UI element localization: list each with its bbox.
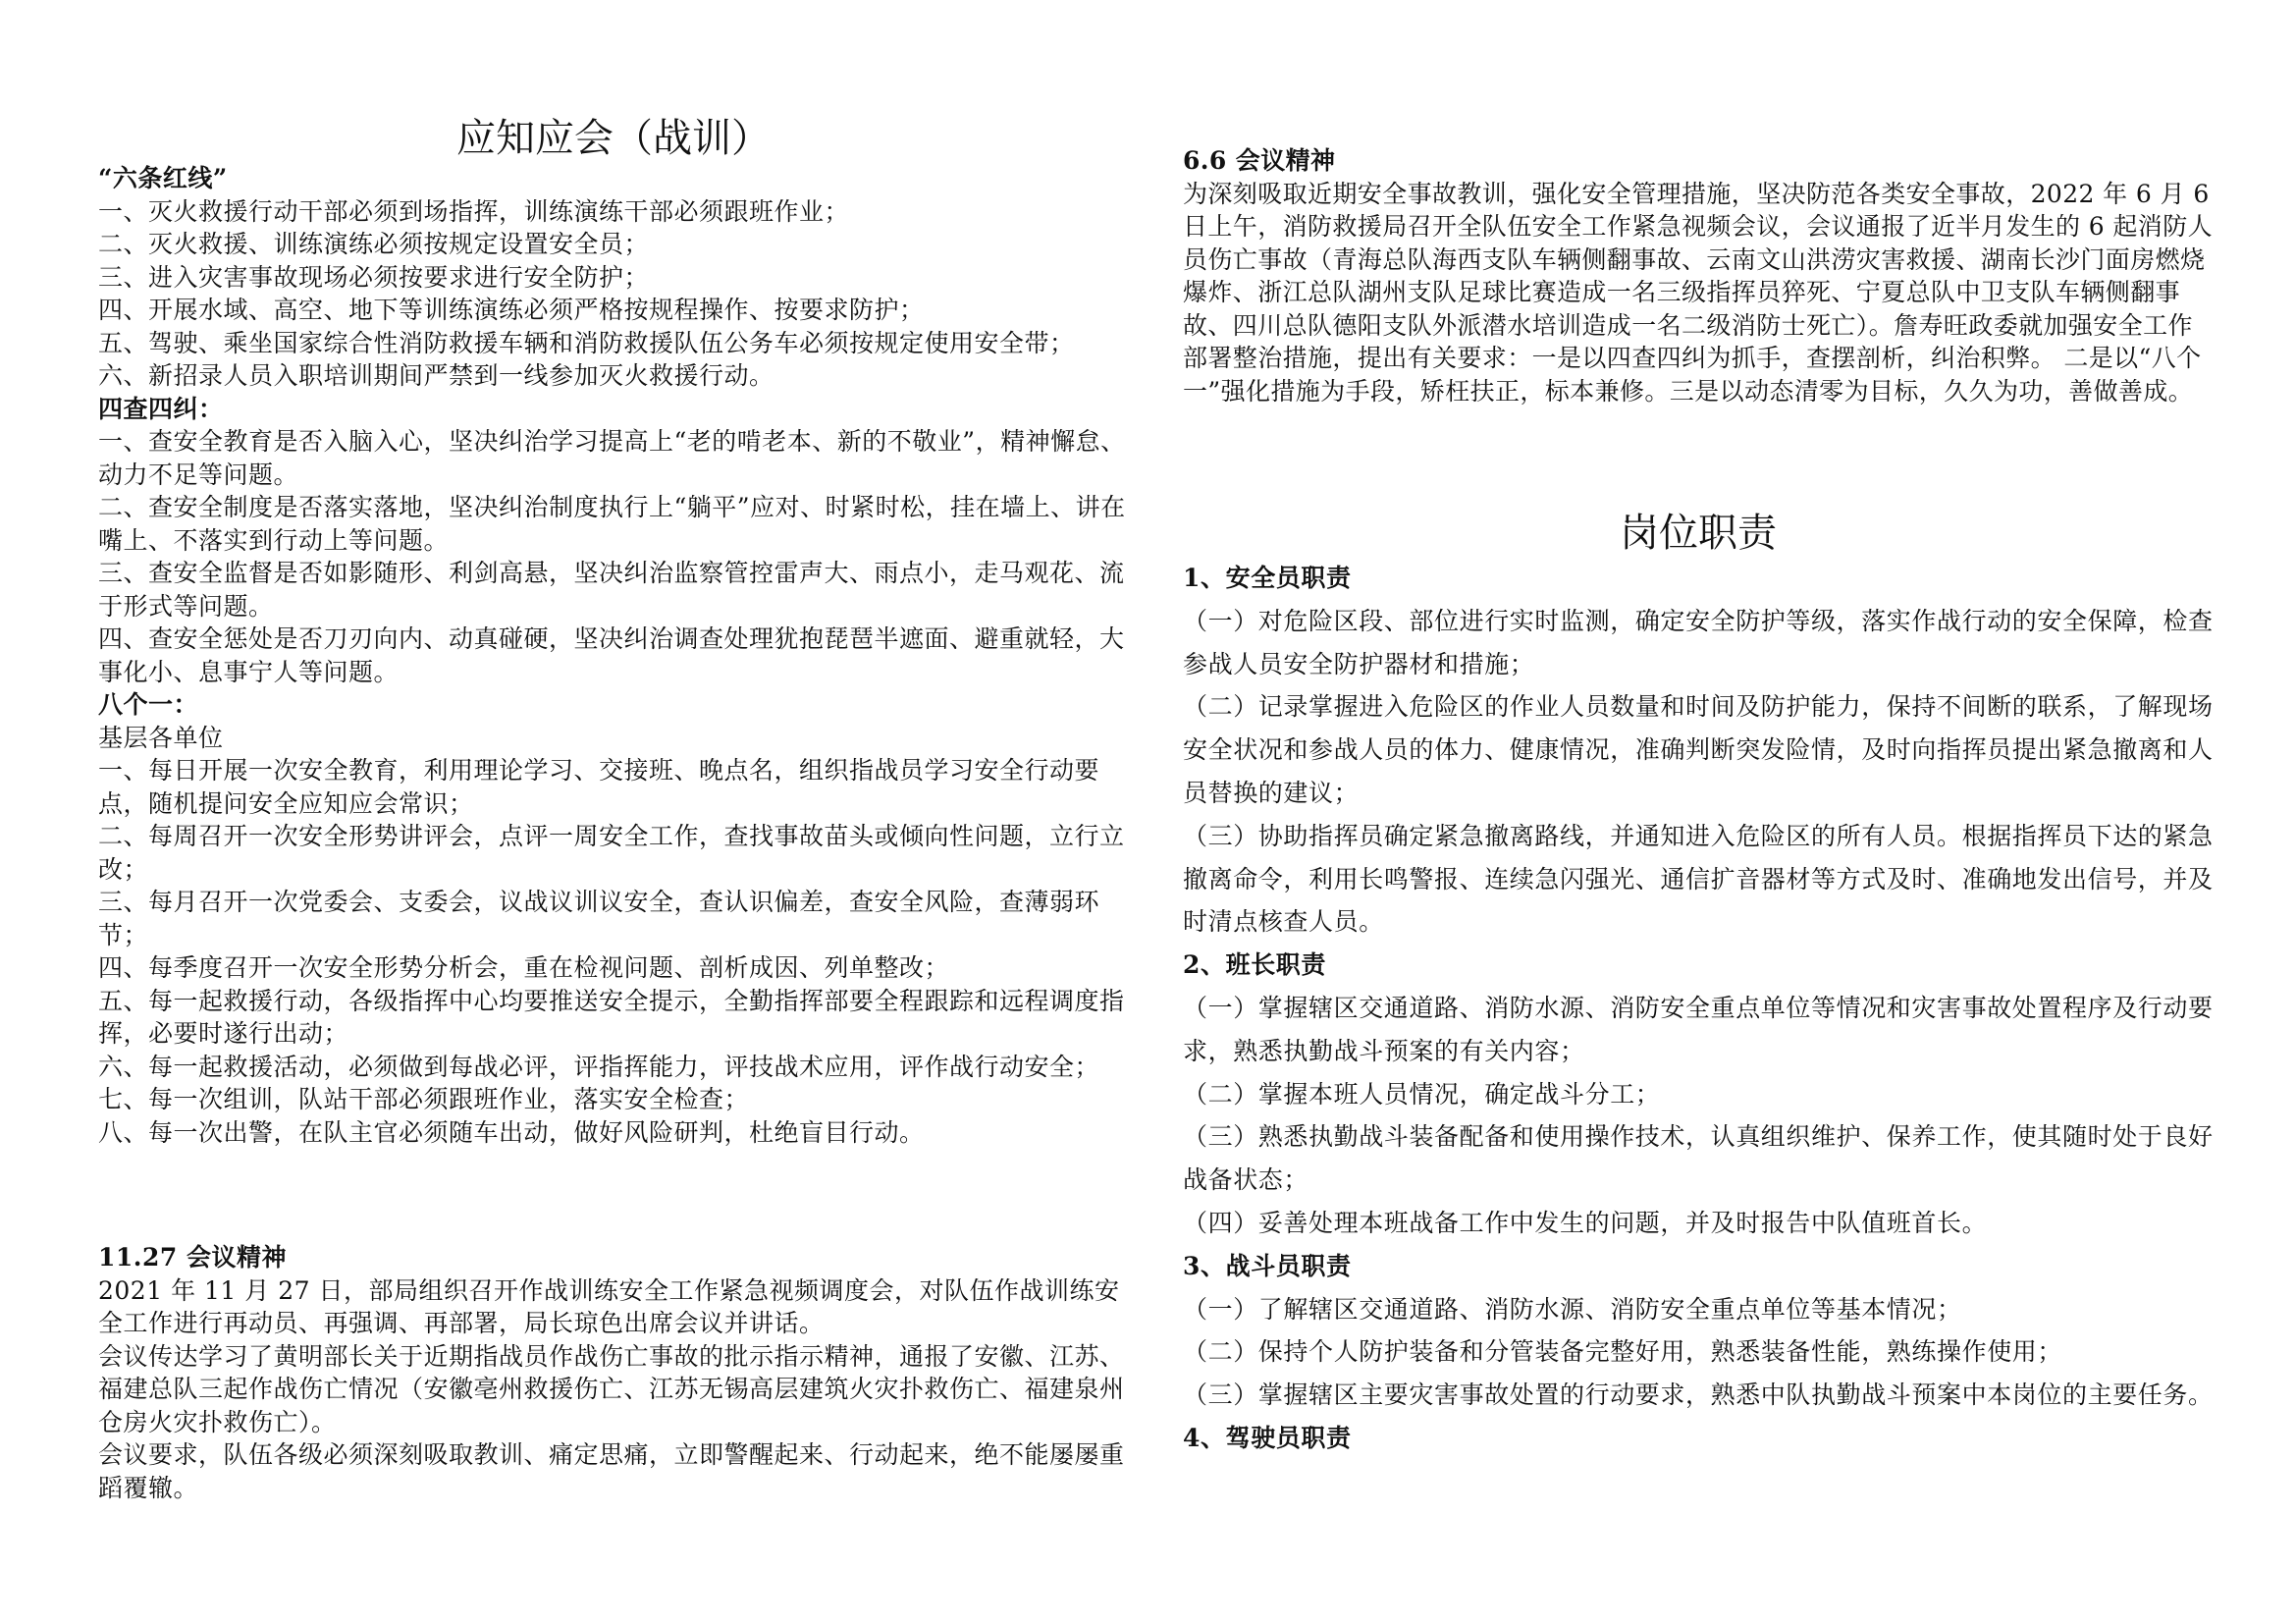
- duty-item: （一）对危险区段、部位进行实时监测，确定安全防护等级，落实作战行动的安全保障，检查参战人员安全防护器材和措施；: [1183, 606, 2214, 678]
- red-line-item: 三、进入灾害事故现场必须按要求进行安全防护；: [98, 262, 650, 292]
- duty-heading-firefighter: 3、战斗员职责: [1183, 1251, 1352, 1280]
- duties-section: [1183, 557, 2214, 1460]
- duty-heading-squad-leader: 2、班长职责: [1183, 950, 1326, 980]
- eight-ones-item: 一、每日开展一次安全教育，利用理论学习、交接班、晚点名，组织指战员学习安全行动要点，随机提问安全应知应会常识；: [98, 756, 1100, 818]
- duty-item: （三）协助指挥员确定紧急撤离路线，并通知进入危险区的所有人员。根据指挥员下达的紧急撤离命令，利用长鸣警报、连续急闪强光、通信扩音器材等方式及时、准确地发出信号，并及时清点核查人员。: [1183, 821, 2214, 937]
- eight-ones-heading: 八个一：: [98, 690, 199, 719]
- red-lines-heading: “六条红线”: [98, 164, 228, 192]
- four-checks-item: 三、查安全监督是否如影随形、利剑高悬，坚决纠治监察管控雷声大、雨点小，走马观花、流于形式等问题。: [98, 559, 1125, 621]
- red-line-item: 五、驾驶、乘坐国家综合性消防救援车辆和消防救援队伍公务车必须按规定使用安全带；: [98, 328, 1075, 357]
- four-checks-item: 一、查安全教育是否入脑入心，坚决纠治学习提高上“老的啃老本、新的不敬业”，精神懈怠、动力不足等问题。: [98, 427, 1126, 489]
- duty-heading-safety-officer: 1、安全员职责: [1183, 564, 1352, 592]
- duty-item: （三）熟悉执勤战斗装备配备和使用操作技术，认真组织维护、保养工作，使其随时处于良好战备状态；: [1183, 1122, 2214, 1195]
- duty-item: （二）记录掌握进入危险区的作业人员数量和时间及防护能力，保持不间断的联系，了解现场安全状况和参战人员的体力、健康情况，准确判断突发险情，及时向指挥员提出紧急撤离和人员替换的建议；: [1183, 692, 2214, 807]
- duty-item: （一）了解辖区交通道路、消防水源、消防安全重点单位等基本情况；: [1183, 1294, 1962, 1324]
- meeting-1127-paragraph: 2021 年 11 月 27 日，部局组织召开作战训练安全工作紧急视频调度会，对队伍作战训练安全工作进行再动员、再强调、再部署，局长琼色出席会议并讲话。: [98, 1275, 1120, 1337]
- meeting-66-text: 为深刻吸取近期安全事故教训，强化安全管理措施，坚决防范各类安全事故，2022 年 6 月 6 日上午，消防救援局召开全队伍安全工作紧急视频会议，会议通报了近半月发生的 6 起消防人员伤亡事故（青海总队海西支队车辆侧翻事故、云南文山洪涝灾害救援、湖南长沙门面房燃烧爆炸、浙江总队湖州支队足球比赛造成一名三级指挥员猝死、宁夏总队中卫支队车辆侧翻事故、四川总队德阳支队外派潜水培训造成一名二级消防士死亡）。詹寿旺政委就加强安全工作部署整治措施，提出有关要求：一是以四查四纠为抓手，查摆剖析，纠治积弊。 二是以“八个一”强化措施为手段，矫枉扶正，标本兼修。三是以动态清零为目标，久久为功，善做善成。: [1183, 179, 2214, 406]
- red-line-item: 二、灭火救援、训练演练必须按规定设置安全员；: [98, 230, 650, 258]
- duty-item: （一）掌握辖区交通道路、消防水源、消防安全重点单位等情况和灾害事故处置程序及行动要求，熟悉执勤战斗预案的有关内容；: [1183, 993, 2214, 1065]
- duty-item: （二）保持个人防护装备和分管装备完整好用，熟悉装备性能，熟练操作使用；: [1183, 1337, 2063, 1367]
- four-checks-heading: 四查四纠：: [98, 394, 224, 423]
- meeting-66-section: [1183, 144, 2214, 408]
- eight-ones-item: 五、每一起救援行动，各级指挥中心均要推送安全提示，全勤指挥部要全程跟踪和远程调度指挥，必要时遂行出动；: [98, 986, 1125, 1048]
- red-line-item: 四、开展水域、高空、地下等训练演练必须严格按规程操作、按要求防护；: [98, 296, 925, 324]
- page-title: 应知应会（战训）: [456, 116, 771, 161]
- red-line-item: 一、灭火救援行动干部必须到场指挥，训练演练干部必须跟班作业；: [98, 196, 850, 226]
- eight-ones-item: 四、每季度召开一次安全形势分析会，重在检视问题、剖析成因、列单整改；: [98, 953, 950, 982]
- duties-title: 岗位职责: [1620, 511, 1777, 556]
- eight-ones-item: 三、每月召开一次党委会、支委会，议战议训议安全，查认识偏差，查安全风险，查薄弱环节；: [98, 888, 1100, 949]
- four-checks-item: 四、查安全惩处是否刀刃向内、动真碰硬，坚决纠治调查处理犹抱琵琶半遮面、避重就轻，大事化小、息事宁人等问题。: [98, 624, 1125, 686]
- meeting-1127-paragraph: 会议要求，队伍各级必须深刻吸取教训、痛定思痛，立即警醒起来、行动起来，绝不能屡屡重蹈覆辙。: [98, 1440, 1125, 1502]
- eight-ones-subheading: 基层各单位: [98, 723, 224, 752]
- red-line-item: 六、新招录人员入职培训期间严禁到一线参加灭火救援行动。: [98, 361, 774, 390]
- meeting-1127-paragraph: 会议传达学习了黄明部长关于近期指战员作战伤亡事故的批示指示精神，通报了安徽、江苏、福建总队三起作战伤亡情况（安徽亳州救援伤亡、江苏无锡高层建筑火灾扑救伤亡、福建泉州仓房火灾扑救伤亡）。: [98, 1341, 1125, 1436]
- duty-item: （三）掌握辖区主要灾害事故处置的行动要求，熟悉中队执勤战斗预案中本岗位的主要任务。: [1183, 1380, 2214, 1410]
- duty-heading-driver: 4、驾驶员职责: [1183, 1423, 1352, 1452]
- eight-ones-item: 八、每一次出警，在队主官必须随车出动，做好风险研判，杜绝盲目行动。: [98, 1117, 925, 1147]
- meeting-1127-section: [98, 1241, 1129, 1504]
- meeting-1127-heading: 11.27 会议精神: [98, 1243, 287, 1272]
- four-checks-item: 二、查安全制度是否落实落地，坚决纠治制度执行上“躺平”应对、时紧时松，挂在墙上、讲在嘴上、不落实到行动上等问题。: [98, 493, 1126, 555]
- eight-ones-item: 六、每一起救援活动，必须做到每战必评，评指挥能力，评技战术应用，评作战行动安全；: [98, 1052, 1100, 1081]
- eight-ones-item: 七、每一次组训，队站干部必须跟班作业，落实安全检查；: [98, 1085, 750, 1113]
- red-lines-section: [98, 162, 1129, 1149]
- duty-item: （二）掌握本班人员情况，确定战斗分工；: [1183, 1079, 1661, 1109]
- duty-item: （四）妥善处理本班战备工作中发生的问题，并及时报告中队值班首长。: [1183, 1208, 1988, 1237]
- meeting-66-heading: 6.6 会议精神: [1183, 146, 1336, 175]
- eight-ones-item: 二、每周召开一次安全形势讲评会，点评一周安全工作，查找事故苗头或倾向性问题，立行立改；: [98, 822, 1125, 884]
